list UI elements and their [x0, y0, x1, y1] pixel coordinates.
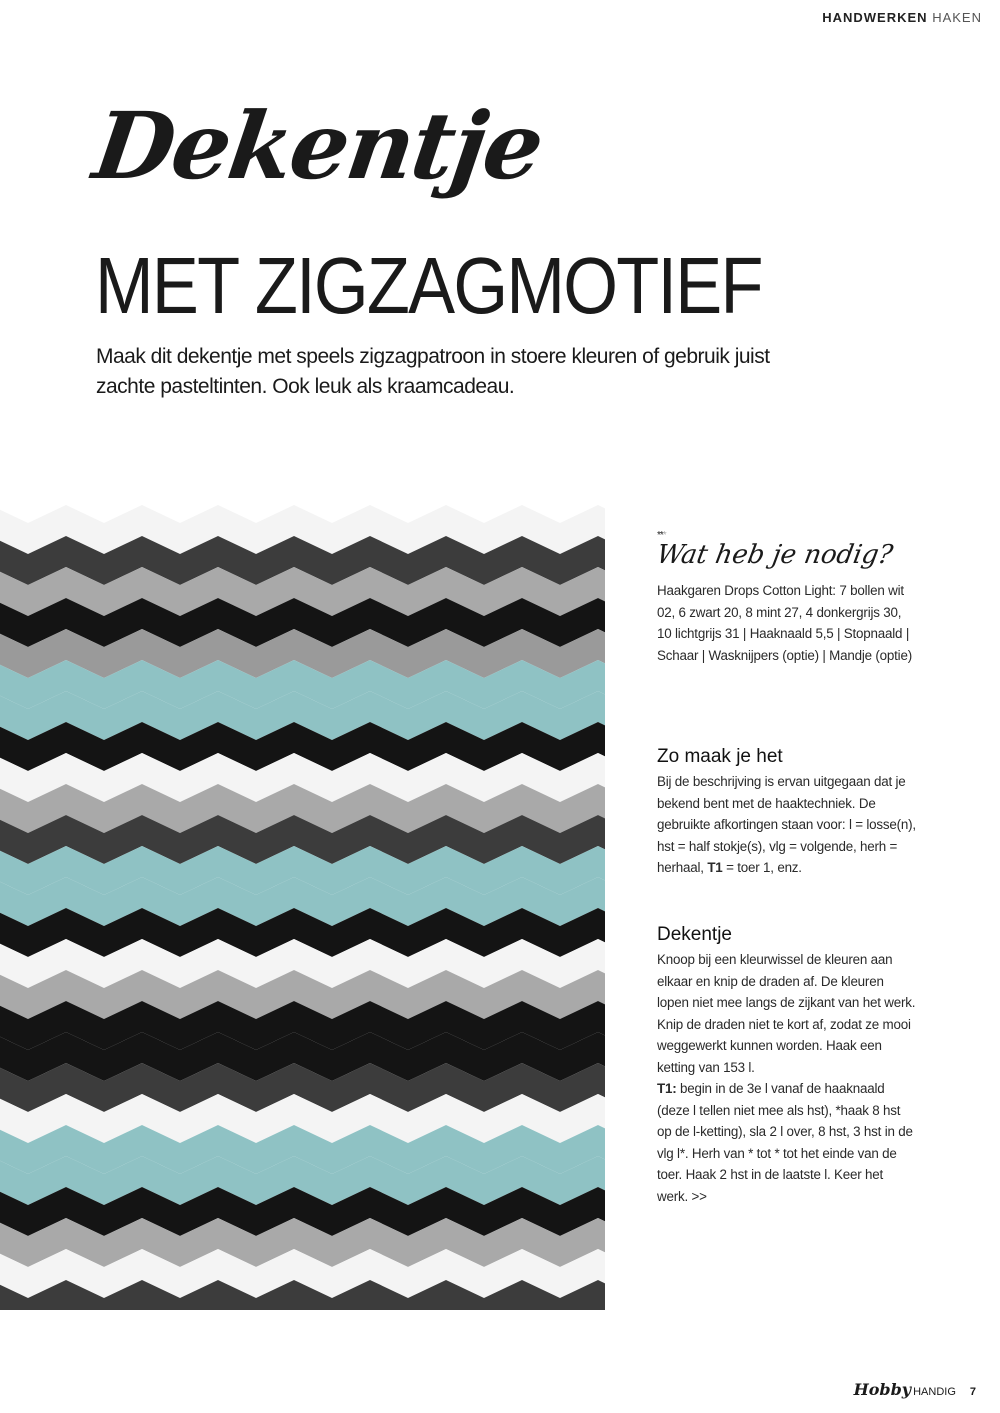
- howto-bold: T1: [707, 860, 723, 875]
- difficulty-filled: **: [657, 530, 663, 541]
- magazine-logo: Hobby: [853, 1380, 912, 1399]
- materials-heading: Wat heb je nodig?: [654, 540, 896, 570]
- blanket-heading: Dekentje: [657, 924, 732, 945]
- blanket-stripe: [0, 1311, 610, 1315]
- blanket-text-1: Knoop bij een kleurwissel de kleuren aan elkaar en knip de draden af. De kleuren lopen niet mee langs de zijkant van het werk. Knip de draden niet te kort af, zodat ze mooi weggewerkt kunnen worden. Haak een ketting van 153 l.: [657, 952, 916, 1075]
- page-number: 7: [969, 1386, 976, 1398]
- difficulty-empty: *: [662, 530, 666, 541]
- magazine-brand: HANDIG: [913, 1386, 956, 1398]
- section-header: [822, 10, 982, 25]
- zigzag-blanket-photo: [0, 505, 610, 1315]
- howto-text-body: Bij de beschrijving is ervan uitgegaan dat je bekend bent met de haaktechniek. De gebruikte afkortingen staan voor: l = losse(n), hst = half stokje(s), vlg = volgende, herh = herhaal,: [657, 774, 916, 875]
- footer: [854, 1380, 976, 1399]
- subsection-label: HAKEN: [932, 10, 982, 25]
- blanket-text-2: begin in de 3e l vanaf de haaknaald (deze l tellen niet mee als hst), *haak 8 hst op de l-ketting), sla 2 l over, 8 hst, 3 hst in de vlg l*. Herh van * tot * tot het einde van de toer. Haak 2 hst in de laatste l. Keer het werk. >>: [657, 1081, 913, 1204]
- script-title: Dekentje: [87, 92, 549, 200]
- howto-heading: Zo maak je het: [657, 746, 783, 767]
- howto-text-end: = toer 1, enz.: [726, 860, 802, 875]
- section-label: HANDWERKEN: [822, 10, 928, 25]
- blanket-text: [657, 949, 917, 1207]
- page-title: MET ZIGZAGMOTIEF: [95, 241, 762, 330]
- materials-text: Haakgaren Drops Cotton Light: 7 bollen wit 02, 6 zwart 20, 8 mint 27, 4 donkergrijs 30, 10 lichtgrijs 31 | Haaknaald 5,5 | Stopnaald | Schaar | Wasknijpers (optie) | Mandje (optie): [657, 583, 912, 663]
- blanket-bold: T1:: [657, 1081, 677, 1096]
- intro-text: Maak dit dekentje met speels zigzagpatroon in stoere kleuren of gebruik juist zachte pasteltinten. Ook leuk als kraamcadeau.: [96, 345, 770, 398]
- howto-text: [657, 771, 917, 879]
